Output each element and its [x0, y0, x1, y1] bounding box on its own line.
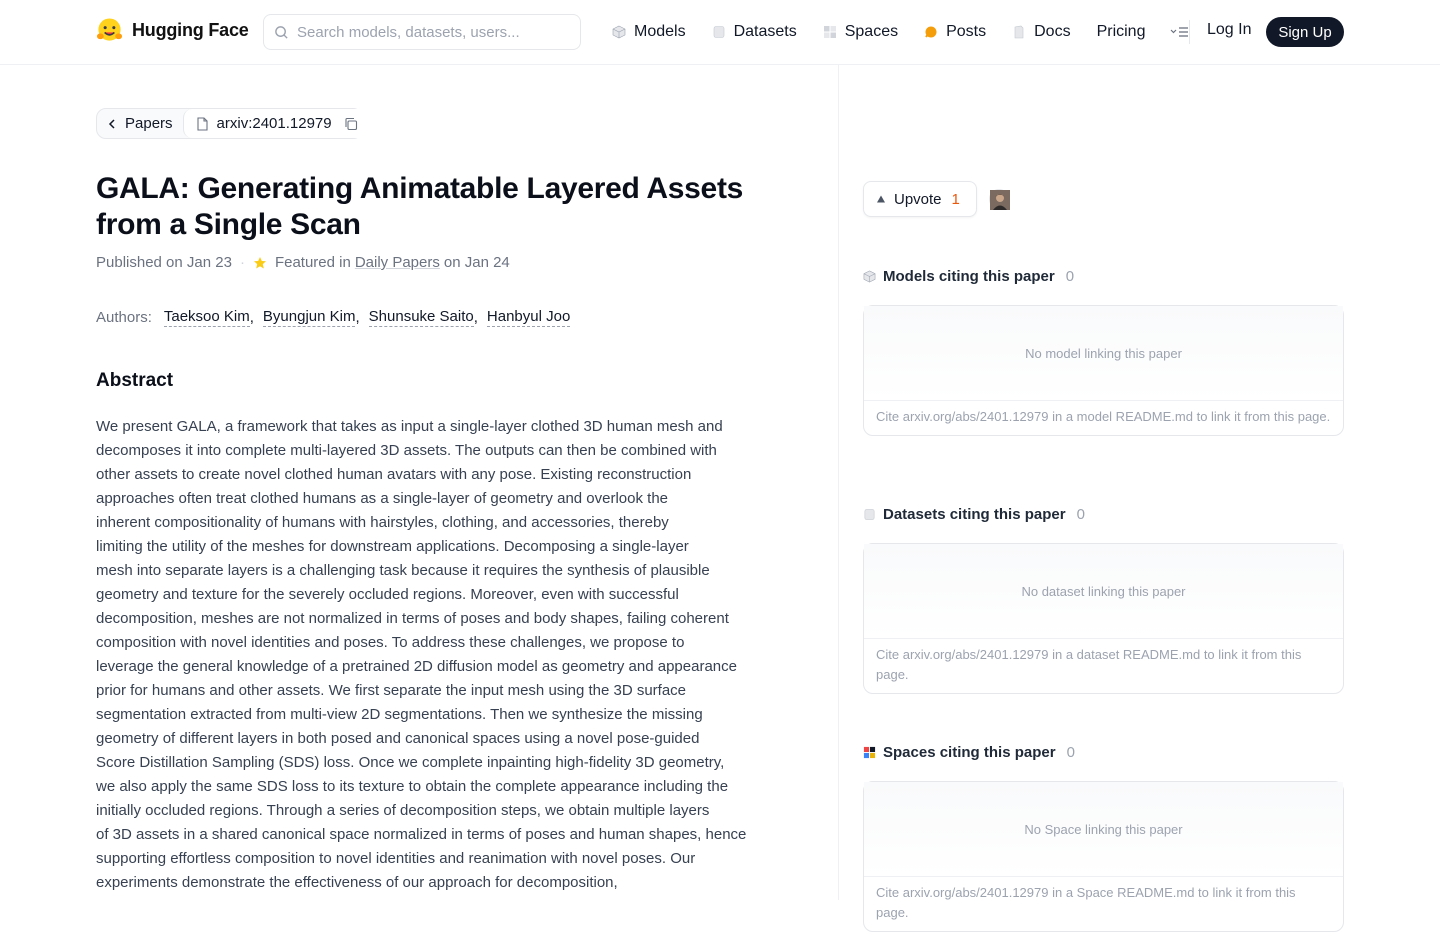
spaces-citing-box [863, 781, 1344, 932]
abstract-text [96, 415, 756, 895]
abstract-line: other assets to create novel clothed human avatars with any pose. Existing reconstruction [96, 466, 692, 483]
nav-label: Datasets [733, 23, 797, 40]
abstract-line: experiments demonstrate the effectiveness of our approach for decomposition, [96, 874, 618, 891]
star-icon [253, 256, 267, 270]
models-icon [863, 270, 876, 283]
datasets-citing-box [863, 543, 1344, 694]
section-count: 0 [1076, 506, 1085, 523]
paper-meta [96, 254, 510, 271]
abstract-line: inherent compositionality of humans with hairstyles, clothing, and accessories, thereby [96, 514, 669, 531]
daily-papers-link[interactable]: Daily Papers [354, 254, 440, 271]
section-title: Models citing this paper [883, 268, 1055, 285]
author-link[interactable]: Shunsuke Saito [368, 308, 474, 325]
logo-text: Hugging Face [132, 20, 249, 40]
author-separator: , [473, 309, 478, 326]
models-citing-heading [863, 268, 1074, 285]
nav-label: Posts [946, 23, 987, 40]
meta-separator: · [239, 254, 245, 271]
featured-prefix: Featured in [274, 254, 351, 271]
upvoter-avatar[interactable] [989, 189, 1009, 209]
models-citing-box [863, 305, 1344, 436]
paper-title: GALA: Generating Animatable Layered Assets from a Single Scan [96, 172, 744, 241]
datasets-icon [863, 508, 876, 521]
abstract-line: We present GALA, a framework that takes as input a single-layer clothed 3D human mesh and [96, 418, 723, 435]
section-title: Datasets citing this paper [883, 506, 1066, 523]
nav-item-datasets[interactable] [712, 23, 797, 41]
spaces-icon [863, 746, 876, 759]
search-input[interactable] [297, 24, 567, 41]
nav-label: Spaces [844, 23, 899, 40]
docs-icon [1012, 25, 1026, 39]
upvote-arrow-icon [876, 194, 886, 204]
nav-item-pricing[interactable] [1097, 23, 1146, 41]
column-divider [838, 65, 839, 900]
authors-list [96, 308, 570, 327]
featured-suffix: on Jan 24 [443, 254, 510, 271]
abstract-heading: Abstract [96, 370, 174, 391]
abstract-line: composition with novel identities and poses. To address these challenges, we propose to [96, 634, 685, 651]
author-separator: , [249, 309, 254, 326]
avatar-image [990, 190, 1010, 210]
abstract-line: of 3D assets in a shared canonical space normalized in terms of poses and human shapes, hence [96, 826, 747, 843]
spaces-icon [823, 25, 837, 39]
paper-id-chip [183, 109, 370, 138]
back-to-papers-link[interactable] [97, 109, 183, 138]
cite-hint: Cite arxiv.org/abs/2401.12979 in a Space README.md to link it from this page. [876, 885, 1296, 920]
abstract-line: decomposition, meshes are not normalized in terms of poses and body shapes, failing coherent [96, 610, 729, 627]
upvote-count: 1 [951, 190, 960, 208]
datasets-citing-heading [863, 506, 1085, 523]
paper-id: arxiv:2401.12979 [216, 115, 332, 132]
nav-item-posts[interactable] [924, 23, 986, 41]
nav-label: Models [634, 23, 686, 40]
top-navbar [0, 0, 1440, 65]
author-link[interactable]: Taeksoo Kim [163, 308, 250, 325]
nav-item-spaces[interactable] [823, 23, 898, 41]
abstract-line: we also apply the same SDS loss to its texture to obtain the complete appearance including the [96, 778, 729, 795]
cite-hint: Cite arxiv.org/abs/2401.12979 in a dataset README.md to link it from this page. [876, 647, 1302, 682]
section-count: 0 [1066, 744, 1075, 761]
upvote-label: Upvote [894, 190, 942, 208]
empty-state: No model linking this paper [864, 306, 1343, 401]
section-count: 0 [1065, 268, 1075, 285]
author-link[interactable]: Hanbyul Joo [486, 308, 571, 325]
abstract-line: mesh into separate layers is a challenging task because it requires the synthesis of plausible [96, 562, 710, 579]
cite-hint: Cite arxiv.org/abs/2401.12979 in a model README.md to link it from this page. [876, 409, 1331, 424]
empty-state: No Space linking this paper [864, 782, 1343, 877]
spaces-citing-heading [863, 744, 1075, 761]
chevron-left-icon [107, 118, 117, 130]
main-nav [612, 20, 1191, 44]
models-icon [612, 25, 626, 39]
author-separator: , [355, 309, 360, 326]
abstract-line: geometry of different layers in both posed and canonical spaces using a novel pose-guided [96, 730, 700, 747]
abstract-line: initially occluded regions. Through a series of decomposition steps, we obtain multiple layers [96, 802, 710, 819]
posts-icon [924, 25, 938, 39]
abstract-line: decomposes it into complete multi-layered 3D assets. The outputs can then be combined with [96, 442, 717, 459]
abstract-line: prior for humans and other assets. We first separate the input mesh using the 3D surface [96, 682, 687, 699]
search-icon [274, 25, 289, 40]
abstract-line: approaches often treat clothed humans as a single-layer of geometry and overlook the [96, 490, 669, 507]
section-title: Spaces citing this paper [883, 744, 1056, 761]
breadcrumb-papers-label: Papers [125, 115, 173, 132]
abstract-line: supporting effortless composition to novel identities and reanimation with novel poses. Our [96, 850, 696, 867]
published-date: Published on Jan 23 [96, 254, 232, 271]
nav-item-models[interactable] [612, 23, 686, 41]
upvote-button[interactable] [863, 181, 977, 217]
empty-state: No dataset linking this paper [864, 544, 1343, 639]
document-icon [196, 117, 209, 131]
hugging-face-logo-icon [96, 17, 123, 44]
abstract-line: segmentation extracted from multi-view 2D segmentations. Then we synthesize the missing [96, 706, 703, 723]
abstract-line: limiting the utility of the meshes for downstream applications. Decomposing a single-layer [96, 538, 689, 555]
home-link[interactable] [96, 17, 249, 44]
breadcrumb [96, 108, 363, 139]
signup-button[interactable]: Sign Up [1266, 17, 1344, 47]
datasets-icon [712, 25, 726, 39]
copy-icon[interactable] [344, 117, 358, 131]
abstract-line: leverage the general knowledge of a pretrained 2D diffusion model as geometry and appearance [96, 658, 737, 675]
author-link[interactable]: Byungjun Kim [262, 308, 356, 325]
nav-label: Pricing [1096, 23, 1146, 40]
authors-label: Authors: [96, 309, 152, 326]
abstract-line: Score Distillation Sampling (SDS) loss. Once we complete inpainting high-fidelity 3D geometry, [96, 754, 725, 771]
search-box[interactable] [263, 14, 581, 50]
nav-divider [1189, 20, 1190, 44]
nav-label: Docs [1034, 23, 1071, 40]
login-link[interactable]: Log In [1207, 21, 1252, 38]
abstract-line: geometry and texture for the severely occluded regions. Moreover, even with successful [96, 586, 679, 603]
nav-item-docs[interactable] [1012, 23, 1070, 41]
